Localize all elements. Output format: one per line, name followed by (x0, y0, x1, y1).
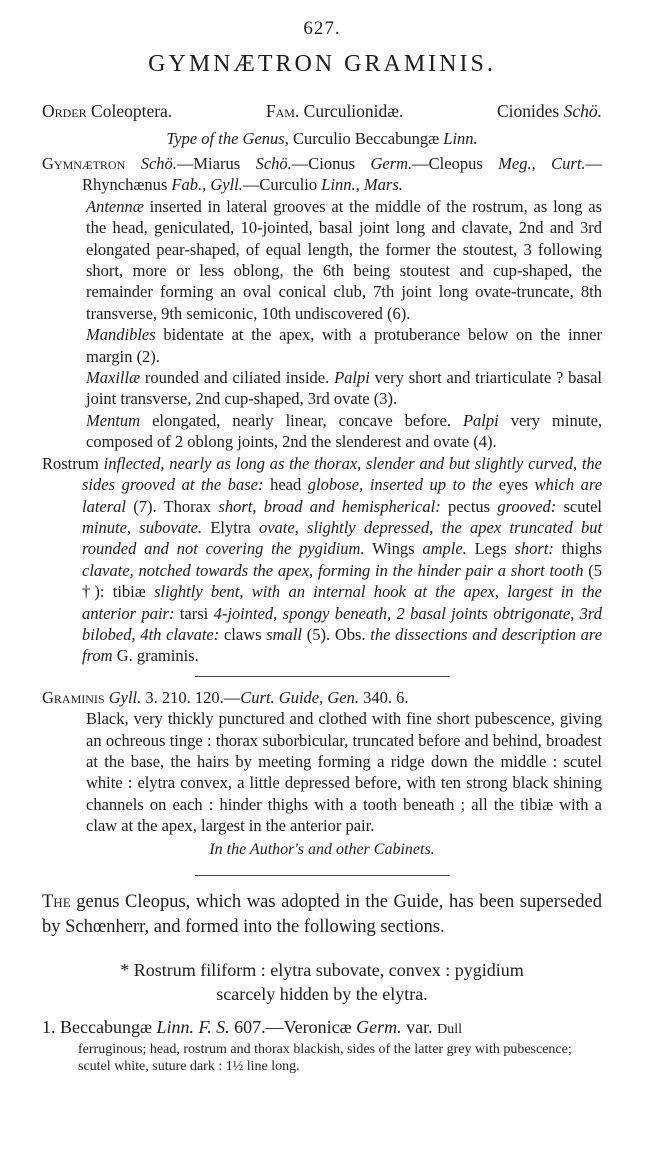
synonym-author: Schö. (255, 154, 292, 173)
species-reference: 607.—Veronicæ (234, 1017, 352, 1038)
type-label: Type of the Genus, (166, 129, 289, 148)
family-label: Fam. (265, 101, 300, 121)
description-text: Black, very thickly punctured and clothed with fine short pubescence, giving an ochreous tinge : thorax suborbicular, truncated before and behind, broadest at the base, the hairs by meeting forming a ridge down the middle : scutel white : elytra convex, a little depressed before, with ten strong black shining channels on each : hinder thighs with a tooth beneath ; all the tibiæ with a claw at the apex, largest in the anterior pair. (86, 709, 602, 836)
antennae-paragraph (86, 196, 602, 324)
text: scutel (563, 496, 603, 516)
text: small (266, 624, 303, 644)
text: thighs (561, 539, 603, 559)
synonymy (42, 153, 602, 196)
species-author: Germ. (356, 1017, 402, 1038)
order-value: Coleoptera. (91, 101, 173, 121)
text: short: (514, 539, 554, 559)
reference-author: Gyll. (108, 687, 142, 707)
text: rounded and ciliated inside. (144, 368, 330, 388)
genus-note-text: genus Cleopus, which was adopted in the Guide, has been superseded by Schœnherr, and formed into the following sections. (42, 891, 603, 937)
mentum-paragraph (86, 410, 602, 453)
term: Palpi (462, 410, 499, 430)
synonym: —Cleopus (412, 154, 483, 173)
mandibles-paragraph (86, 324, 602, 367)
text: very short and triarticulate ? basal joint transverse, 2nd cup-shaped, 3rd ovate (3). (86, 368, 602, 409)
type-species: Curculio Beccabungæ (292, 129, 440, 148)
text: eyes (498, 475, 529, 495)
synonym-author: Linn., Mars. (321, 175, 403, 195)
synonym-author: Schö. (140, 154, 177, 173)
text: head (270, 475, 302, 495)
order (42, 100, 172, 122)
type-author: Linn. (443, 129, 478, 148)
maxillae-paragraph (86, 367, 602, 410)
text: (5). Obs. (306, 624, 366, 644)
text: claws (223, 624, 262, 644)
rostrum-paragraph (42, 453, 602, 667)
synonym-author: Curt. (551, 154, 586, 173)
text: inserted in lateral grooves at the middle of the rostrum, as long as the head, geniculated, 10-jointed, basal joint long and clavate, 2nd and 3rd elongated pear-shaped, of equal length, the former the stoutest, 3 following short, more or less oblong, the 6th being stoutest and cup-shaped, the remainder forming an oval conical club, 7th joint long ovate-truncate, 8th transverse, 9th semiconic, 10th undiscovered (6). (86, 196, 603, 323)
text: minute, subovate. (82, 517, 203, 537)
family (266, 100, 403, 122)
section-line: * Rostrum filiform : elytra subovate, convex : pygidium (120, 960, 524, 981)
genus-name: Gymnætron (42, 154, 126, 173)
synonym: —Cionus (291, 154, 356, 173)
guide-reference: Curt. Guide, Gen. (240, 687, 359, 707)
cabinets-note (42, 839, 602, 861)
text: 4-jointed, spongy beneath, 2 basal joints obtrigonate, 3rd bilobed, 4th clavate: (82, 603, 602, 644)
term: Antennæ (86, 196, 144, 216)
cabinets-text: In the Author's and other Cabinets. (209, 840, 435, 858)
synonym-author: Meg., (498, 154, 536, 173)
text: tarsi (179, 603, 209, 623)
genus-note-lead: The (42, 891, 71, 912)
text: elongated, nearly linear, concave before. (152, 410, 451, 430)
text: the dissections and description are from (82, 624, 603, 666)
section-heading (42, 958, 602, 1006)
text: (7). Thorax (133, 496, 212, 516)
text: ample. (422, 539, 467, 559)
text: clavate, notched towards the apex, forming in the hinder pair a short tooth (82, 560, 584, 580)
text: (5 †): (82, 560, 603, 602)
synonym: —Rhynchænus (82, 154, 603, 195)
synonym: —Miarus (176, 154, 241, 173)
divider (195, 875, 450, 876)
genus-note (42, 890, 602, 940)
section-line: scarcely hidden by the elytra. (216, 984, 428, 1005)
text: very minute, composed of 2 oblong joints, 2nd the slenderest and ovate (4). (86, 410, 603, 452)
text: G. graminis. (116, 646, 199, 666)
species-description (42, 708, 602, 836)
text: short, broad and hemispherical: (218, 496, 441, 516)
text: Legs (474, 539, 507, 559)
page-number: 627. (303, 18, 341, 39)
synonym-author: Germ. (370, 154, 413, 173)
guide-number: 340. 6. (363, 687, 409, 707)
order-label: Order (42, 101, 87, 121)
text: pectus (447, 496, 491, 516)
tribe (497, 100, 602, 122)
synonym-author: Fab., Gyll. (171, 175, 243, 195)
term: Mentum (86, 410, 141, 430)
species-entry (42, 687, 602, 708)
page-title: GYMNÆTRON GRAMINIS. (148, 51, 496, 77)
generic-description (42, 196, 602, 453)
text: ovate, slightly depressed, the apex truncated but rounded and not covering the pygidium. (82, 517, 603, 559)
text: slightly bent, with an internal hook at the apex, largest in the anterior pair: (82, 582, 602, 623)
classification-line (42, 100, 602, 122)
synonym: —Curculio (242, 175, 318, 195)
text: tibiæ (112, 582, 146, 602)
description-start: Dull (437, 1022, 463, 1038)
text: which are lateral (82, 475, 603, 516)
tribe-name: Cionides (496, 101, 560, 121)
text: grooved: (497, 496, 557, 516)
species-list-item (42, 1016, 602, 1041)
text: inflected, nearly as long as the thorax, slender and but slightly curved, the sides grooved at the base: (82, 453, 602, 495)
text: bidentate at the apex, with a protuberance below on the inner margin (2). (86, 325, 602, 366)
species-name: Graminis (42, 687, 105, 707)
variety: var. (406, 1017, 433, 1038)
term: Mandibles (86, 325, 156, 345)
text: Elytra (210, 517, 251, 537)
term: Maxillæ (86, 368, 141, 388)
species-number-name: 1. Beccabungæ (42, 1017, 152, 1038)
species-author: Linn. F. S. (156, 1017, 230, 1038)
term: Palpi (334, 368, 370, 388)
species-list-description: ferruginous; head, rostrum and thorax blackish, sides of the latter grey with pubescence; scutel white, suture dark : 1½ line long. (78, 1042, 572, 1075)
divider (195, 676, 450, 677)
text: Wings (372, 539, 415, 559)
text: globose, inserted up to the (307, 475, 493, 495)
tribe-author: Schö. (563, 101, 602, 121)
type-of-genus (42, 128, 602, 149)
text: Rostrum (42, 453, 99, 473)
family-value: Curculionidæ. (303, 101, 404, 121)
reference: 3. 210. 120.— (145, 687, 241, 707)
